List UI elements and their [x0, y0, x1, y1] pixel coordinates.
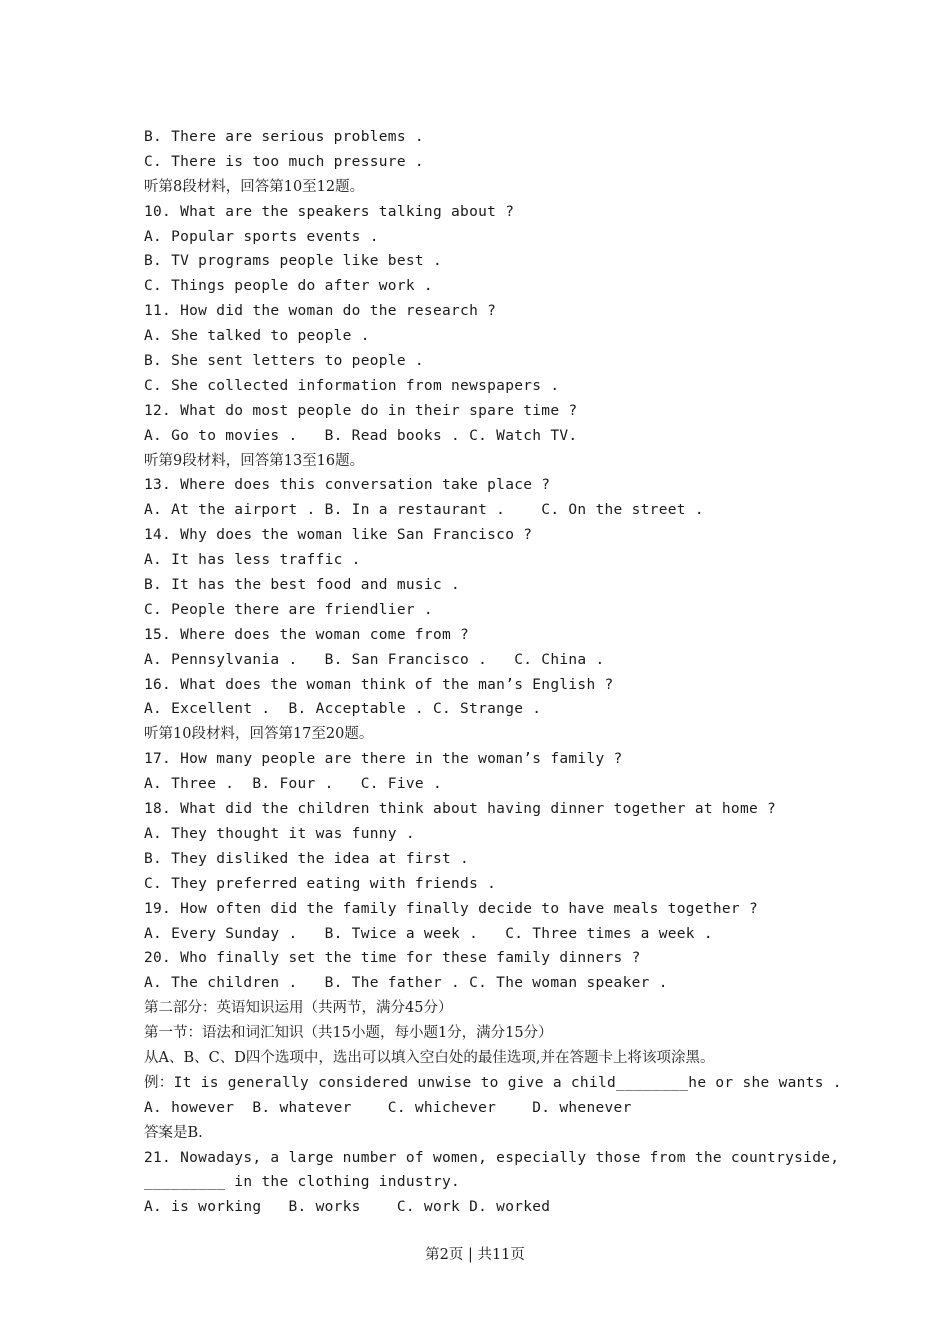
- text-line: A. Popular sports events .: [144, 228, 379, 245]
- text-line: 11. How did the woman do the research ?: [144, 303, 497, 320]
- text-line: A. It has less traffic .: [144, 552, 361, 569]
- text-line: A. Pennsylvania . B. San Francisco . C. China .: [144, 651, 605, 668]
- text-line: 19. How often did the family finally decide to have meals together ?: [144, 900, 759, 917]
- text-line: 14. Why does the woman like San Francisco ?: [144, 527, 533, 544]
- text-line: C. There is too much pressure .: [144, 153, 424, 170]
- text-line: B. There are serious problems .: [144, 129, 424, 145]
- text-line: C. Things people do after work .: [144, 278, 433, 295]
- text-line: A. She talked to people .: [144, 328, 370, 345]
- text-line: 10. What are the speakers talking about ?: [144, 203, 515, 220]
- text-line: C. She collected information from newspapers .: [144, 377, 560, 394]
- text-line: _________ in the clothing industry.: [144, 1174, 461, 1191]
- text-line: B. They disliked the idea at first .: [144, 850, 470, 867]
- text-line: A. Go to movies . B. Read books . C. Watch TV.: [144, 427, 578, 444]
- text-line: B. TV programs people like best .: [144, 253, 442, 270]
- text-line: 听第10段材料，回答第17至20题。: [144, 726, 374, 743]
- text-line: 例：It is generally considered unwise to give a child________he or she wants .: [144, 1074, 842, 1091]
- text-line: A. Three . B. Four . C. Five .: [144, 776, 442, 793]
- text-line: 17. How many people are there in the woman’s family ?: [144, 751, 623, 768]
- text-line: 18. What did the children think about having dinner together at home ?: [144, 801, 777, 818]
- page-footer: 第2页 | 共11页: [425, 1247, 525, 1263]
- text-line: 答案是B.: [144, 1124, 203, 1141]
- text-line: 12. What do most people do in their spare time ?: [144, 402, 578, 419]
- text-line: 第二部分：英语知识运用（共两节，满分45分）: [144, 1000, 453, 1017]
- page-content: [144, 125, 842, 1220]
- text-line: 16. What does the woman think of the man’s English ?: [144, 676, 614, 693]
- text-line: A. Every Sunday . B. Twice a week . C. Three times a week .: [144, 925, 713, 942]
- text-line: 从A、B、C、D四个选项中，选出可以填入空白处的最佳选项,并在答题卡上将该项涂黑。: [144, 1049, 715, 1066]
- text-line: B. She sent letters to people .: [144, 353, 424, 370]
- text-line: 20. Who finally set the time for these family dinners ?: [144, 950, 641, 967]
- text-line: A. At the airport . B. In a restaurant . C. On the street .: [144, 502, 704, 519]
- text-line: A. They thought it was funny .: [144, 825, 415, 842]
- text-line: 听第8段材料，回答第10至12题。: [144, 178, 365, 195]
- text-line: A. is working B. works C. work D. worked: [144, 1199, 551, 1216]
- text-line: A. however B. whatever C. whichever D. whenever: [144, 1099, 632, 1116]
- text-line: 15. Where does the woman come from ?: [144, 626, 470, 643]
- text-line: C. They preferred eating with friends .: [144, 875, 497, 892]
- text-line: A. The children . B. The father . C. The woman speaker .: [144, 975, 668, 992]
- text-line: 21. Nowadays, a large number of women, especially those from the countryside,: [144, 1149, 840, 1166]
- text-line: A. Excellent . B. Acceptable . C. Strange .: [144, 701, 542, 718]
- text-line: 第一节：语法和词汇知识（共15小题，每小题1分，满分15分）: [144, 1025, 553, 1042]
- text-line: B. It has the best food and music .: [144, 577, 461, 594]
- text-line: C. People there are friendlier .: [144, 601, 433, 618]
- text-line: 听第9段材料，回答第13至16题。: [144, 452, 365, 469]
- text-line: 13. Where does this conversation take place ?: [144, 477, 551, 494]
